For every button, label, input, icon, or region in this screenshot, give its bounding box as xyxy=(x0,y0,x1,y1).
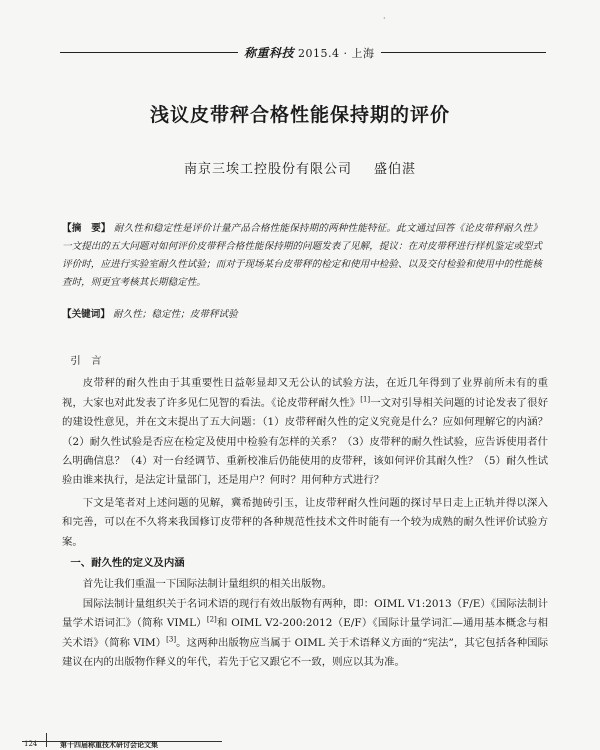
paragraph-4 xyxy=(62,595,548,673)
header-text xyxy=(238,44,381,61)
paragraph-3: 首先让我们重温一下国际法制计量组织的相关出版物。 xyxy=(82,578,333,591)
keywords-text: 耐久性；稳定性；皮带秤试验 xyxy=(113,309,238,320)
author-affiliation: 南京三埃工控股份有限公司 xyxy=(183,162,352,177)
abstract-label: 【摘 要】 xyxy=(62,223,111,234)
header-rule-left xyxy=(60,52,238,53)
issue-info: 2015.4 · 上海 xyxy=(298,46,375,60)
paragraph-4-b: 和 OIML V2-200:2012（E/F）《国际计量学词汇—通用基本概念与相关术语》（简称 VIM） xyxy=(62,617,549,649)
intro-heading: 引 言 xyxy=(70,355,102,367)
paragraph-4-c: 。这两种出版物应当属于 OIML 关于术语释义方面的“宪法”，其它包括各种国际建议在内的出版物作释义的年代，若先于它又跟它不一致，则应以其为准。 xyxy=(62,636,548,669)
citation-1: [1] xyxy=(360,395,371,404)
author-line xyxy=(0,158,600,177)
footer-tick xyxy=(46,733,47,747)
keywords xyxy=(62,306,542,324)
journal-name: 称重科技 xyxy=(244,45,295,60)
body-text xyxy=(62,350,548,673)
paragraph-4-a: 国际法制计量组织关于名词术语的现行有效出版物有两种，即：OIML V1:2013（F/E）《国际法制计量学术语词汇》（简称 VIML） xyxy=(62,597,548,630)
keywords-label: 【关键词】 xyxy=(62,309,110,320)
abstract-text: 耐久性和稳定性是评价计量产品合格性能保持期的两种性能特征。此文通过回答《论皮带秤耐久性》一文提出的五大问题对如何评价皮带秤合格性能保持期的问题发表了见解，提议：在对皮带秤进行样机鉴定或型式评价时，应进行实验室耐久性试验；而对于现场某台皮带秤的检定和使用中检验、以及交付检验和使用中的性能核查时，则更宜考核其长期稳定性。 xyxy=(62,223,543,288)
footer-text: 第十四届称重技术研讨会论文集 xyxy=(60,740,158,749)
author-name: 盛伯湛 xyxy=(374,162,417,177)
paragraph-1 xyxy=(62,374,548,490)
corner-mark: · xyxy=(383,14,386,23)
paragraph-1-a: 皮带秤的耐久性由于其重要性日益彰显却又无公认的试验方法，在近几年得到了业界前所未有的重视，大家也对此发表了许多见仁见智的看法。《论皮带秤耐久性》 xyxy=(62,377,548,409)
page-number: 124 xyxy=(24,740,38,748)
running-header xyxy=(60,44,546,60)
header-rule-right xyxy=(381,52,547,53)
section-1-heading: 一、耐久性的定义及内涵 xyxy=(70,557,185,570)
paragraph-1-b: 一文对引导相关问题的讨论发表了很好的建设性意见，并在文末提出了五大问题：（1）皮带秤耐久性的定义究竟是什么？应如何理解它的内涵？（2）耐久性试验是否应在检定及使用中检验有怎样的关系？（3）皮带秤的耐久性试验，应告诉使用者什么明确信息？（4）对一台经调节、重新校准后仍能使用的皮带秤，该如何评价其耐久性？（5）耐久性试验由谁来执行，是法定计量部门，还是用户？何时？用何种方式进行？ xyxy=(62,396,548,487)
citation-2: [2] xyxy=(206,615,217,624)
paragraph-2: 下文是笔者对上述问题的见解，冀希抛砖引玉，让皮带秤耐久性问题的探讨早日走上正轨并得以深入和完善，可以在不久将来我国修订皮带秤的各种规范性技术文件时能有一个较为成熟的耐久性评价试验方案。 xyxy=(62,496,548,548)
citation-3: [3] xyxy=(166,635,177,644)
paper-title: 浅议皮带秤合格性能保持期的评价 xyxy=(149,104,450,126)
abstract xyxy=(62,220,542,292)
